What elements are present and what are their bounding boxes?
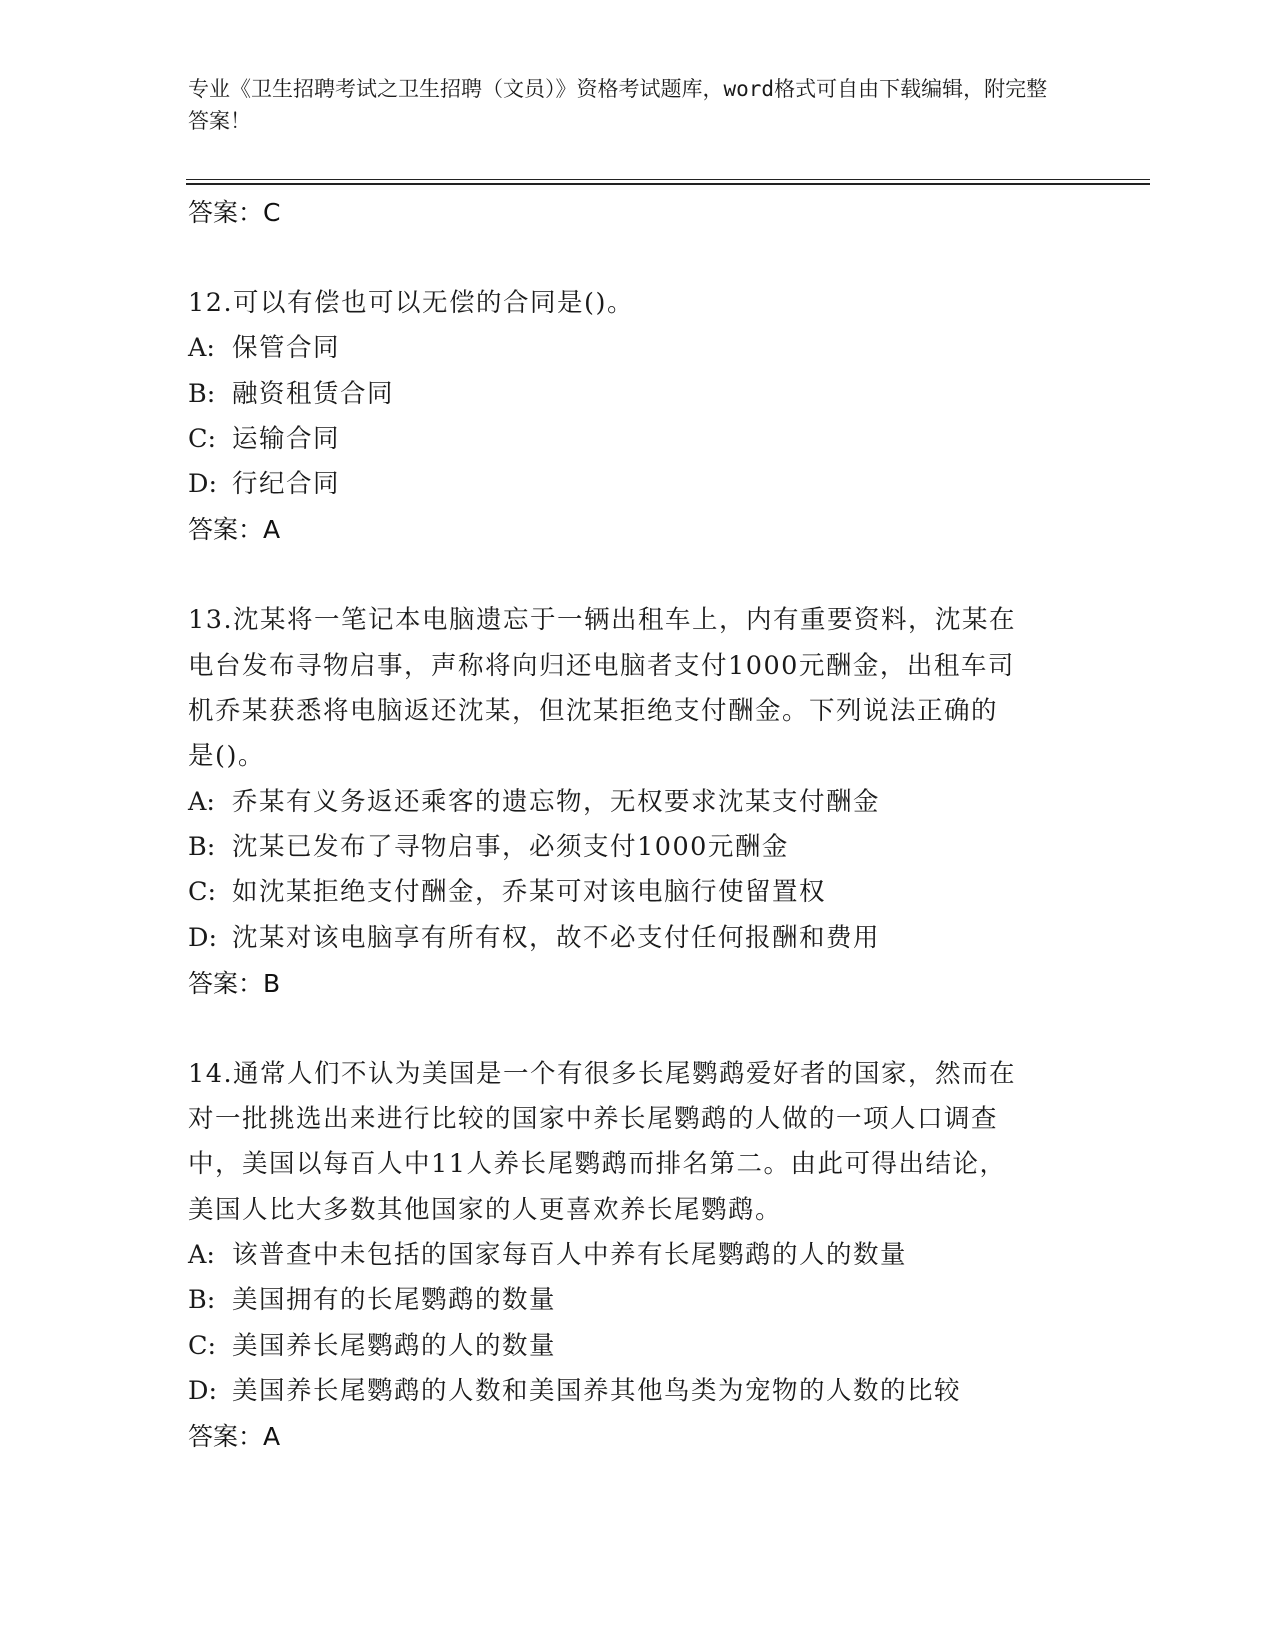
option-key: A: bbox=[188, 786, 216, 817]
header-divider-thin bbox=[186, 179, 1150, 180]
option-text: 沈某对该电脑享有所有权，故不必支付任何报酬和费用 bbox=[232, 922, 881, 953]
option-b bbox=[188, 1278, 1088, 1323]
question-text: 13.沈某将一笔记本电脑遗忘于一辆出租车上，内有重要资料，沈某在 电台发布寻物启事，声称将向归还电脑者支付1000元酬金，出租车司 机乔某获悉将电脑返还沈某，但沈某拒绝支付酬金。下列说法正确的 是()。 bbox=[188, 605, 1017, 772]
header-divider-thick bbox=[186, 183, 1150, 185]
option-key: B: bbox=[188, 1285, 216, 1316]
option-c bbox=[188, 417, 1088, 462]
question-block bbox=[188, 1052, 1088, 1459]
option-a bbox=[188, 326, 1088, 371]
option-text: 如沈某拒绝支付酬金，乔某可对该电脑行使留置权 bbox=[232, 877, 827, 908]
answer-line: 答案：B bbox=[188, 968, 281, 998]
answer-line: 答案：C bbox=[188, 198, 281, 227]
option-key: C: bbox=[188, 423, 217, 454]
option-key: B: bbox=[188, 378, 216, 409]
option-a bbox=[188, 780, 1088, 825]
page-header: 专业《卫生招聘考试之卫生招聘（文员）》资格考试题库，word格式可自由下载编辑，附完整答案！ bbox=[188, 77, 1048, 133]
option-c bbox=[188, 870, 1088, 915]
option-key: C: bbox=[188, 1330, 217, 1361]
option-text: 行纪合同 bbox=[232, 469, 341, 500]
answer-line: 答案：A bbox=[188, 1422, 281, 1452]
question-block bbox=[188, 598, 1088, 1005]
option-key: D: bbox=[188, 922, 218, 953]
option-b bbox=[188, 372, 1088, 417]
option-key: D: bbox=[188, 1375, 218, 1406]
option-a bbox=[188, 1233, 1088, 1278]
option-text: 美国养长尾鹦鹉的人的数量 bbox=[232, 1330, 557, 1361]
answer-line: 答案：A bbox=[188, 515, 281, 545]
option-key: B: bbox=[188, 831, 216, 862]
option-key: A: bbox=[188, 1240, 216, 1271]
option-text: 乔某有义务返还乘客的遗忘物，无权要求沈某支付酬金 bbox=[232, 786, 881, 817]
option-text: 该普查中未包括的国家每百人中养有长尾鹦鹉的人的数量 bbox=[232, 1240, 908, 1271]
option-key: C: bbox=[188, 877, 217, 908]
option-key: A: bbox=[188, 333, 216, 364]
question-text: 12.可以有偿也可以无偿的合同是()。 bbox=[188, 288, 634, 318]
option-d bbox=[188, 1369, 1088, 1414]
question-list bbox=[188, 190, 1088, 1459]
option-d bbox=[188, 916, 1088, 961]
question-text: 14.通常人们不认为美国是一个有很多长尾鹦鹉爱好者的国家，然而在 对一批挑选出来进行比较的国家中养长尾鹦鹉的人做的一项人口调查 中，美国以每百人中11人养长尾鹦鹉而排名第二。由此可得出结论， 美国人比大多数其他国家的人更喜欢养长尾鹦鹉。 bbox=[188, 1058, 1017, 1225]
question-block bbox=[188, 281, 1088, 552]
option-text: 保管合同 bbox=[232, 333, 341, 364]
option-text: 运输合同 bbox=[232, 423, 341, 454]
option-b bbox=[188, 825, 1088, 870]
option-text: 美国拥有的长尾鹦鹉的数量 bbox=[232, 1285, 557, 1316]
option-key: D: bbox=[188, 469, 218, 500]
option-text: 融资租赁合同 bbox=[232, 378, 395, 409]
option-c bbox=[188, 1324, 1088, 1369]
option-d bbox=[188, 462, 1088, 507]
option-text: 美国养长尾鹦鹉的人数和美国养其他鸟类为宠物的人数的比较 bbox=[232, 1375, 962, 1406]
option-text: 沈某已发布了寻物启事，必须支付1000元酬金 bbox=[232, 831, 789, 862]
